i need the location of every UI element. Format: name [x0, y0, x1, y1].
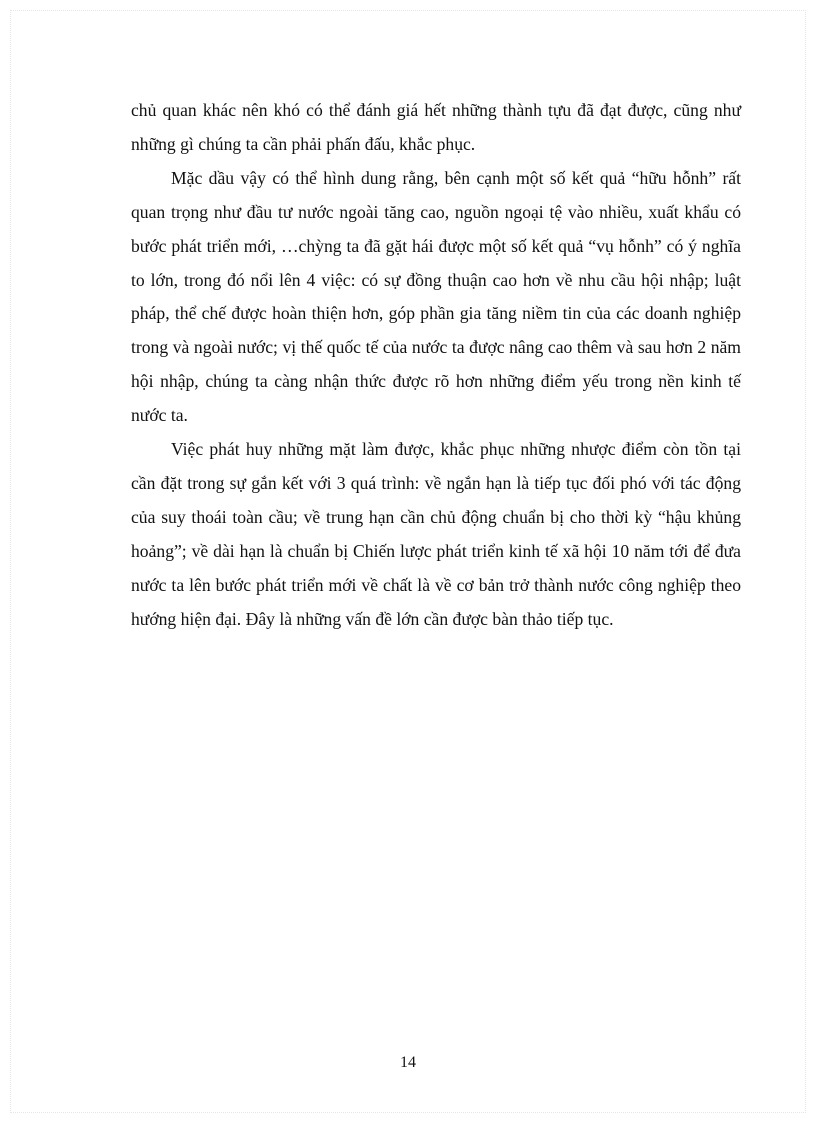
- paragraph-results: Mặc dầu vậy có thể hình dung rằng, bên cạnh một số kết quả “hữu hỗnh” rất quan trọng như đầu tư nước ngoài tăng cao, nguồn ngoại tệ vào nhiều, xuất khẩu có bước phát triển mới, …chỳng ta đã gặt hái được một số kết quả “vụ hỗnh” có ý nghĩa to lớn, trong đó nổi lên 4 việc: có sự đồng thuận cao hơn về nhu cầu hội nhập; luật pháp, thể chế được hoàn thiện hơn, góp phần gia tăng niềm tin của các doanh nghiệp trong và ngoài nước; vị thế quốc tế của nước ta được nâng cao thêm và sau hơn 2 năm hội nhập, chúng ta càng nhận thức được rõ hơn những điểm yếu trong nền kinh tế nước ta.: [131, 167, 741, 426]
- page-number: 14: [400, 1054, 416, 1071]
- body-text: [131, 94, 741, 637]
- paragraph-processes: Việc phát huy những mặt làm được, khắc phục những nhược điểm còn tồn tại cần đặt trong sự gắn kết với 3 quá trình: về ngắn hạn là tiếp tục đối phó với tác động của suy thoái toàn cầu; về trung hạn cần chủ động chuẩn bị cho thời kỳ “hậu khủng hoảng”; về dài hạn là chuẩn bị Chiến lược phát triển kinh tế xã hội 10 năm tới để đưa nước ta lên bước phát triển mới về chất là về cơ bản trở thành nước công nghiệp theo hướng hiện đại. Đây là những vấn đề lớn cần được bàn thảo tiếp tục.: [131, 439, 741, 629]
- paragraph-continuation: chủ quan khác nên khó có thể đánh giá hết những thành tựu đã đạt được, cũng như những gì chúng ta cần phải phấn đấu, khắc phục.: [131, 100, 741, 154]
